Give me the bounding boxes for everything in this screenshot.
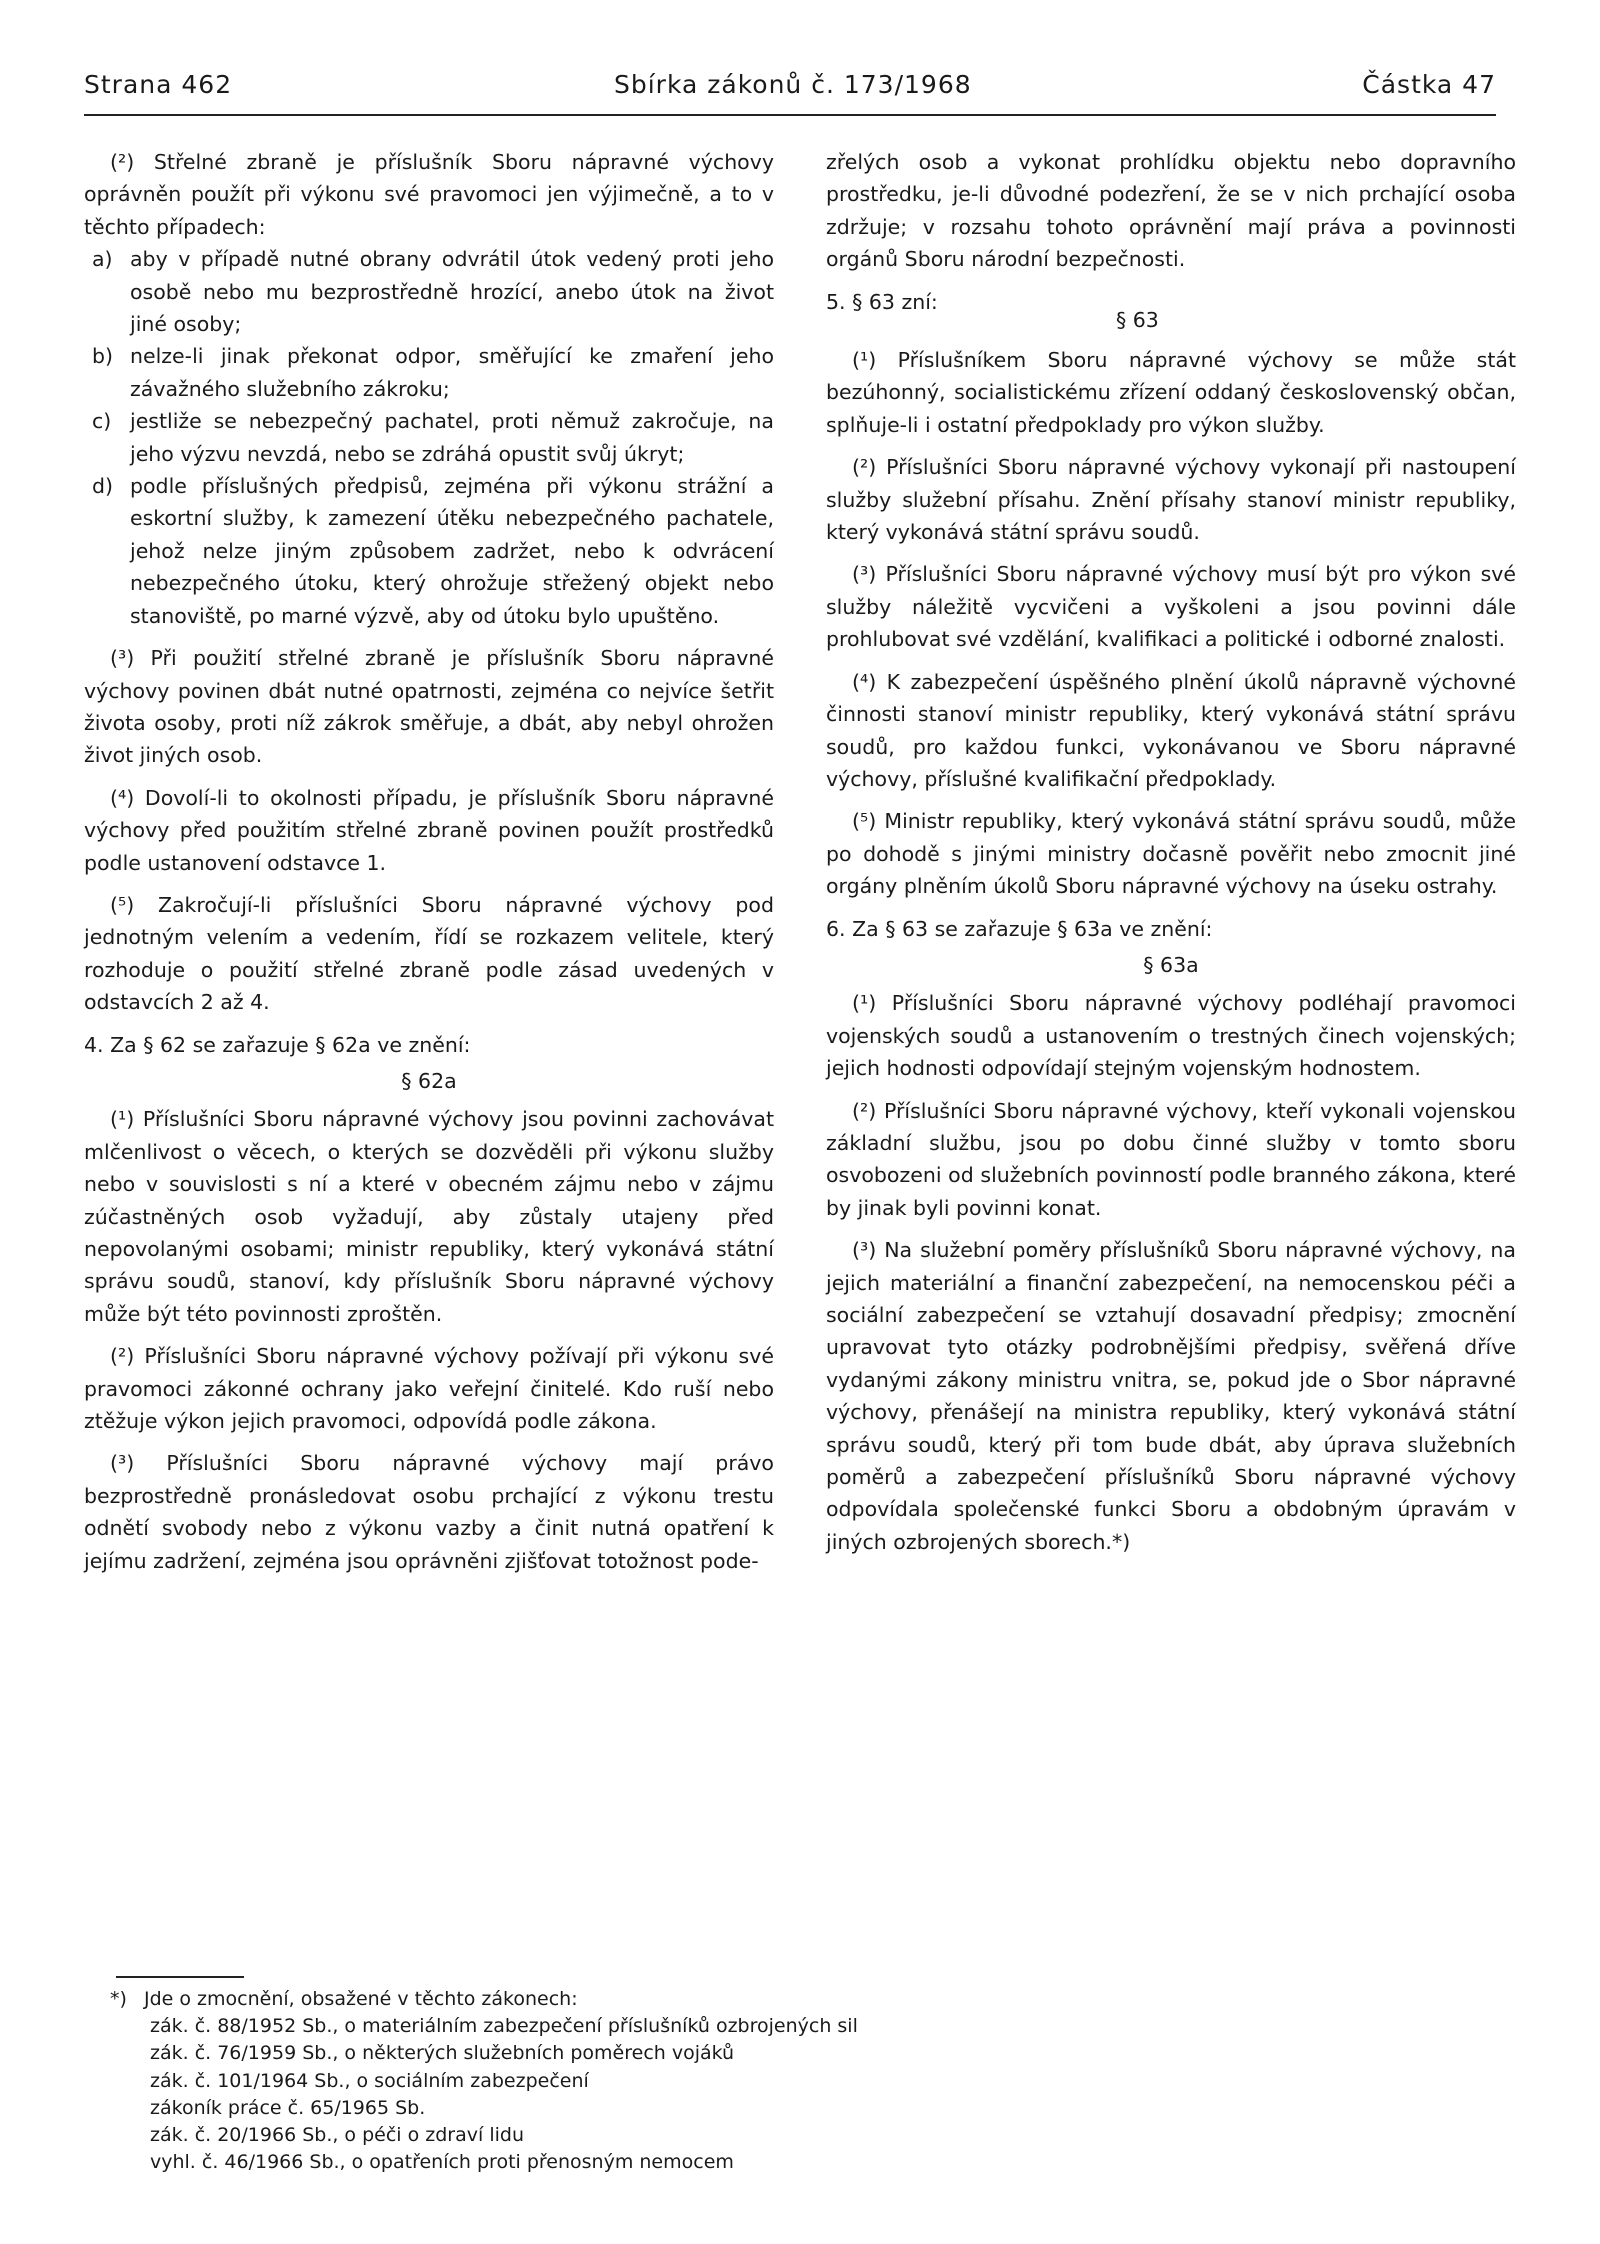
section-62a-paragraph-1	[84, 1103, 774, 1330]
paragraph-mark: (¹)	[110, 1107, 135, 1132]
paragraph-mark: (¹)	[852, 348, 877, 373]
list-item-text: jestliže se nebezpečný pachatel, proti němuž zakročuje, na jeho výzvu nevzdá, nebo se zdráhá opustit svůj úkryt;	[130, 409, 774, 466]
paragraph-text: Příslušníci Sboru nápravné výchovy jsou povinni zachovávat mlčenlivost o věcech, o kterých se dozvěděli při výkonu služby nebo v souvislosti s ní a které v obecném zájmu nebo v zájmu zúčastněných osob vyžadují, aby zůstaly utajeny před nepovolanými osobami; ministr republiky, který vykonává státní správu soudů, stanoví, kdy příslušník Sboru nápravné výchovy může být této povinnosti zproštěn.	[84, 1107, 774, 1326]
paragraph-text: Příslušníci Sboru nápravné výchovy musí být pro výkon své služby náležitě vycvičeni a vyškoleni a jsou povinni dále prohlubovat své vzdělání, kvalifikaci a politické i odborné znalosti.	[826, 562, 1516, 652]
footnote-line: zák. č. 101/1964 Sb., o sociálním zabezpečení	[150, 2069, 589, 2092]
paragraph-mark: (⁴)	[110, 785, 135, 810]
list-item-text: podle příslušných předpisů, zejména při výkonu strážní a eskortní služby, k zamezení útěku nebezpečného pachatele, jehož nelze jiným způsobem zadržet, nebo k odvrácení nebezpečného útoku, který ohrožuje střežený objekt nebo stanoviště, po marné výzvě, aby od útoku bylo upuštěno.	[130, 474, 774, 628]
paragraph-text: Příslušníci Sboru nápravné výchovy, kteří vykonali vojenskou základní službu, jsou po dobu činné služby v tomto sboru osvobozeni od služebních povinností podle branného zákona, které by jinak byli povinni konat.	[826, 1098, 1516, 1220]
paragraph-mark: (⁴)	[852, 669, 877, 694]
paragraph-text: Dovolí-li to okolnosti případu, je příslušník Sboru nápravné výchovy před použitím střelné zbraně povinen použít prostředků podle ustanovení odstavce 1.	[84, 785, 774, 875]
paragraph-mark: (³)	[110, 646, 135, 671]
point-text: 5. § 63 zní:	[826, 289, 938, 314]
paragraph-mark: (⁵)	[110, 892, 135, 917]
amendment-point-6: 6. Za § 63 se zařazuje § 63a ve znění:	[826, 916, 1213, 941]
paragraph-text: Střelné zbraně je příslušník Sboru nápravné výchovy oprávněn použít při výkonu své pravomoci jen výjimečně, a to v těchto případech:	[84, 150, 774, 239]
paragraph-text: Při použití střelné zbraně je příslušník Sboru nápravné výchovy povinen dbát nutné opatrnosti, zejména co nejvíce šetřit života osoby, proti níž zákrok směřuje, a dbát, aby nebyl ohrožen život jiných osob.	[84, 646, 774, 768]
section-63-paragraph-2	[826, 451, 1516, 548]
footnote-line: zákoník práce č. 65/1965 Sb.	[150, 2096, 426, 2119]
list-item-b	[84, 340, 774, 405]
section-63-paragraph-3	[826, 558, 1516, 655]
footnotes	[110, 1986, 1310, 2176]
left-column	[84, 146, 774, 1577]
paragraph-mark: (²)	[852, 1098, 877, 1123]
footnote-line: zák. č. 20/1966 Sb., o péči o zdraví lidu	[150, 2124, 524, 2147]
paragraph-mark: (²)	[110, 150, 135, 174]
paragraph-text: Příslušníci Sboru nápravné výchovy vykonají při nastoupení služby služební přísahu. Znění přísahy stanoví ministr republiky, který vykonává státní správu soudů.	[826, 455, 1516, 545]
paragraph-mark: (¹)	[852, 991, 877, 1016]
list-marker: a)	[92, 247, 113, 272]
list-item-d	[84, 470, 774, 632]
continued-paragraph: zřelých osob a vykonat prohlídku objektu nebo dopravního prostředku, je-li důvodné podezření, že se v nich prchající osoba zdržuje; v rozsahu tohoto oprávnění mají práva a povinnosti orgánů Sboru národní bezpečnosti.	[826, 150, 1516, 272]
paragraph-5	[84, 889, 774, 1019]
paragraph-text: Na služební poměry příslušníků Sboru nápravné výchovy, na jejich materiální a finanční zabezpečení, na nemocenskou péči a sociální zabezpečení se vztahují dosavadní předpisy; zmocnění upravovat tyto otázky podrobnějšími předpisy, svěřená dříve vydanými zákony ministru vnitra, se, pokud jde o Sbor nápravné výchovy, přenášejí na ministra republiky, který vykonává státní správu soudů, který při tom bude dbát, aby úprava služebních poměrů a zabezpečení příslušníků Sboru nápravné výchovy odpovídala společenské funkci Sboru a obdobným úpravám v jiných ozbrojených sborech.*)	[826, 1238, 1516, 1554]
paragraph-mark: (³)	[852, 1238, 877, 1263]
paragraph-4	[84, 782, 774, 879]
list-marker: b)	[92, 344, 114, 369]
paragraph-mark: (³)	[852, 562, 877, 587]
list-marker: d)	[92, 474, 114, 499]
issue-number: Částka 47	[1362, 70, 1496, 99]
paragraph-3	[84, 642, 774, 772]
section-63a-paragraph-3	[826, 1234, 1516, 1558]
page-header	[84, 62, 1496, 116]
paragraph-text: Příslušníci Sboru nápravné výchovy mají právo bezprostředně pronásledovat osobu prchající z výkonu trestu odnětí svobody nebo z výkonu vazby a činit nutná opatření k jejímu zadržení, zejména jsou oprávněni zjišťovat totožnost pode-	[84, 1451, 774, 1573]
section-heading-63a: § 63a	[1143, 952, 1199, 977]
footnote-divider	[116, 1976, 244, 1978]
paragraph-mark: (⁵)	[852, 809, 877, 834]
paragraph-2	[84, 146, 774, 243]
amendment-point-4: 4. Za § 62 se zařazuje § 62a ve znění:	[84, 1032, 471, 1057]
section-62a-paragraph-2	[84, 1340, 774, 1437]
right-column	[826, 146, 1516, 1558]
footnote-line: zák. č. 88/1952 Sb., o materiálním zabezpečení příslušníků ozbrojených sil	[150, 2015, 858, 2038]
footnote-intro	[110, 1986, 1310, 2013]
list-item-text: nelze-li jinak překonat odpor, směřující ke zmaření jeho závažného služebního zákroku;	[130, 344, 774, 401]
section-63-paragraph-5	[826, 805, 1516, 902]
paragraph-text: K zabezpečení úspěšného plnění úkolů nápravně výchovné činnosti stanoví ministr republiky, který vykonává státní správu soudů, pro každou funkci, vykonávanou ve Sboru nápravné výchovy, příslušné kvalifikační předpoklady.	[826, 669, 1516, 791]
paragraph-text: Ministr republiky, který vykonává státní správu soudů, může po dohodě s jinými ministry dočasně pověřit nebo zmocnit jiné orgány plněním úkolů Sboru nápravné výchovy na úseku ostrahy.	[826, 809, 1516, 899]
list-item-a	[84, 243, 774, 340]
footnote-mark: *)	[110, 1988, 127, 2010]
section-63a-paragraph-1	[826, 987, 1516, 1084]
footnote-line: vyhl. č. 46/1966 Sb., o opatřeních proti přenosným nemocem	[150, 2151, 734, 2174]
section-62a-paragraph-3	[84, 1447, 774, 1577]
footnote-line: zák. č. 76/1959 Sb., o některých služebních poměrech vojáků	[150, 2042, 735, 2065]
section-heading-62a: § 62a	[401, 1068, 457, 1093]
paragraph-text: Příslušníci Sboru nápravné výchovy podléhají pravomoci vojenských soudů a ustanovením o trestných činech vojenských; jejich hodnosti odpovídají stejným vojenským hodnostem.	[826, 991, 1516, 1081]
amendment-point-5	[826, 286, 1516, 332]
list-marker: c)	[92, 409, 112, 434]
list-item-c	[84, 405, 774, 470]
paragraph-mark: (²)	[110, 1344, 135, 1369]
page-number: Strana 462	[84, 70, 233, 99]
paragraph-text: Příslušníkem Sboru nápravné výchovy se může stát bezúhonný, socialistickému zřízení oddaný československý občan, splňuje-li i ostatní předpoklady pro výkon služby.	[826, 348, 1516, 437]
paragraph-text: Zakročují-li příslušníci Sboru nápravné výchovy pod jednotným velením a vedením, řídí se rozkazem velitele, který rozhoduje o použití střelné zbraně podle zásad uvedených v odstavcích 2 až 4.	[84, 892, 774, 1015]
list-item-text: aby v případě nutné obrany odvrátil útok vedený proti jeho osobě nebo mu bezprostředně hrozící, anebo útok na život jiné osoby;	[130, 247, 774, 337]
paragraph-mark: (³)	[110, 1451, 135, 1476]
section-63-paragraph-1	[826, 344, 1516, 441]
section-63a-paragraph-2	[826, 1095, 1516, 1225]
paragraph-text: Příslušníci Sboru nápravné výchovy požívají při výkonu své pravomoci zákonné ochrany jako veřejní činitelé. Kdo ruší nebo ztěžuje výkon jejich pravomoci, odpovídá podle zákona.	[84, 1344, 774, 1434]
footnote-intro-text: Jde o zmocnění, obsažené v těchto zákonech:	[144, 1988, 578, 2010]
paragraph-mark: (²)	[852, 455, 877, 480]
section-63-paragraph-4	[826, 666, 1516, 796]
collection-title: Sbírka zákonů č. 173/1968	[614, 70, 972, 99]
section-heading-63: § 63	[1116, 307, 1159, 332]
